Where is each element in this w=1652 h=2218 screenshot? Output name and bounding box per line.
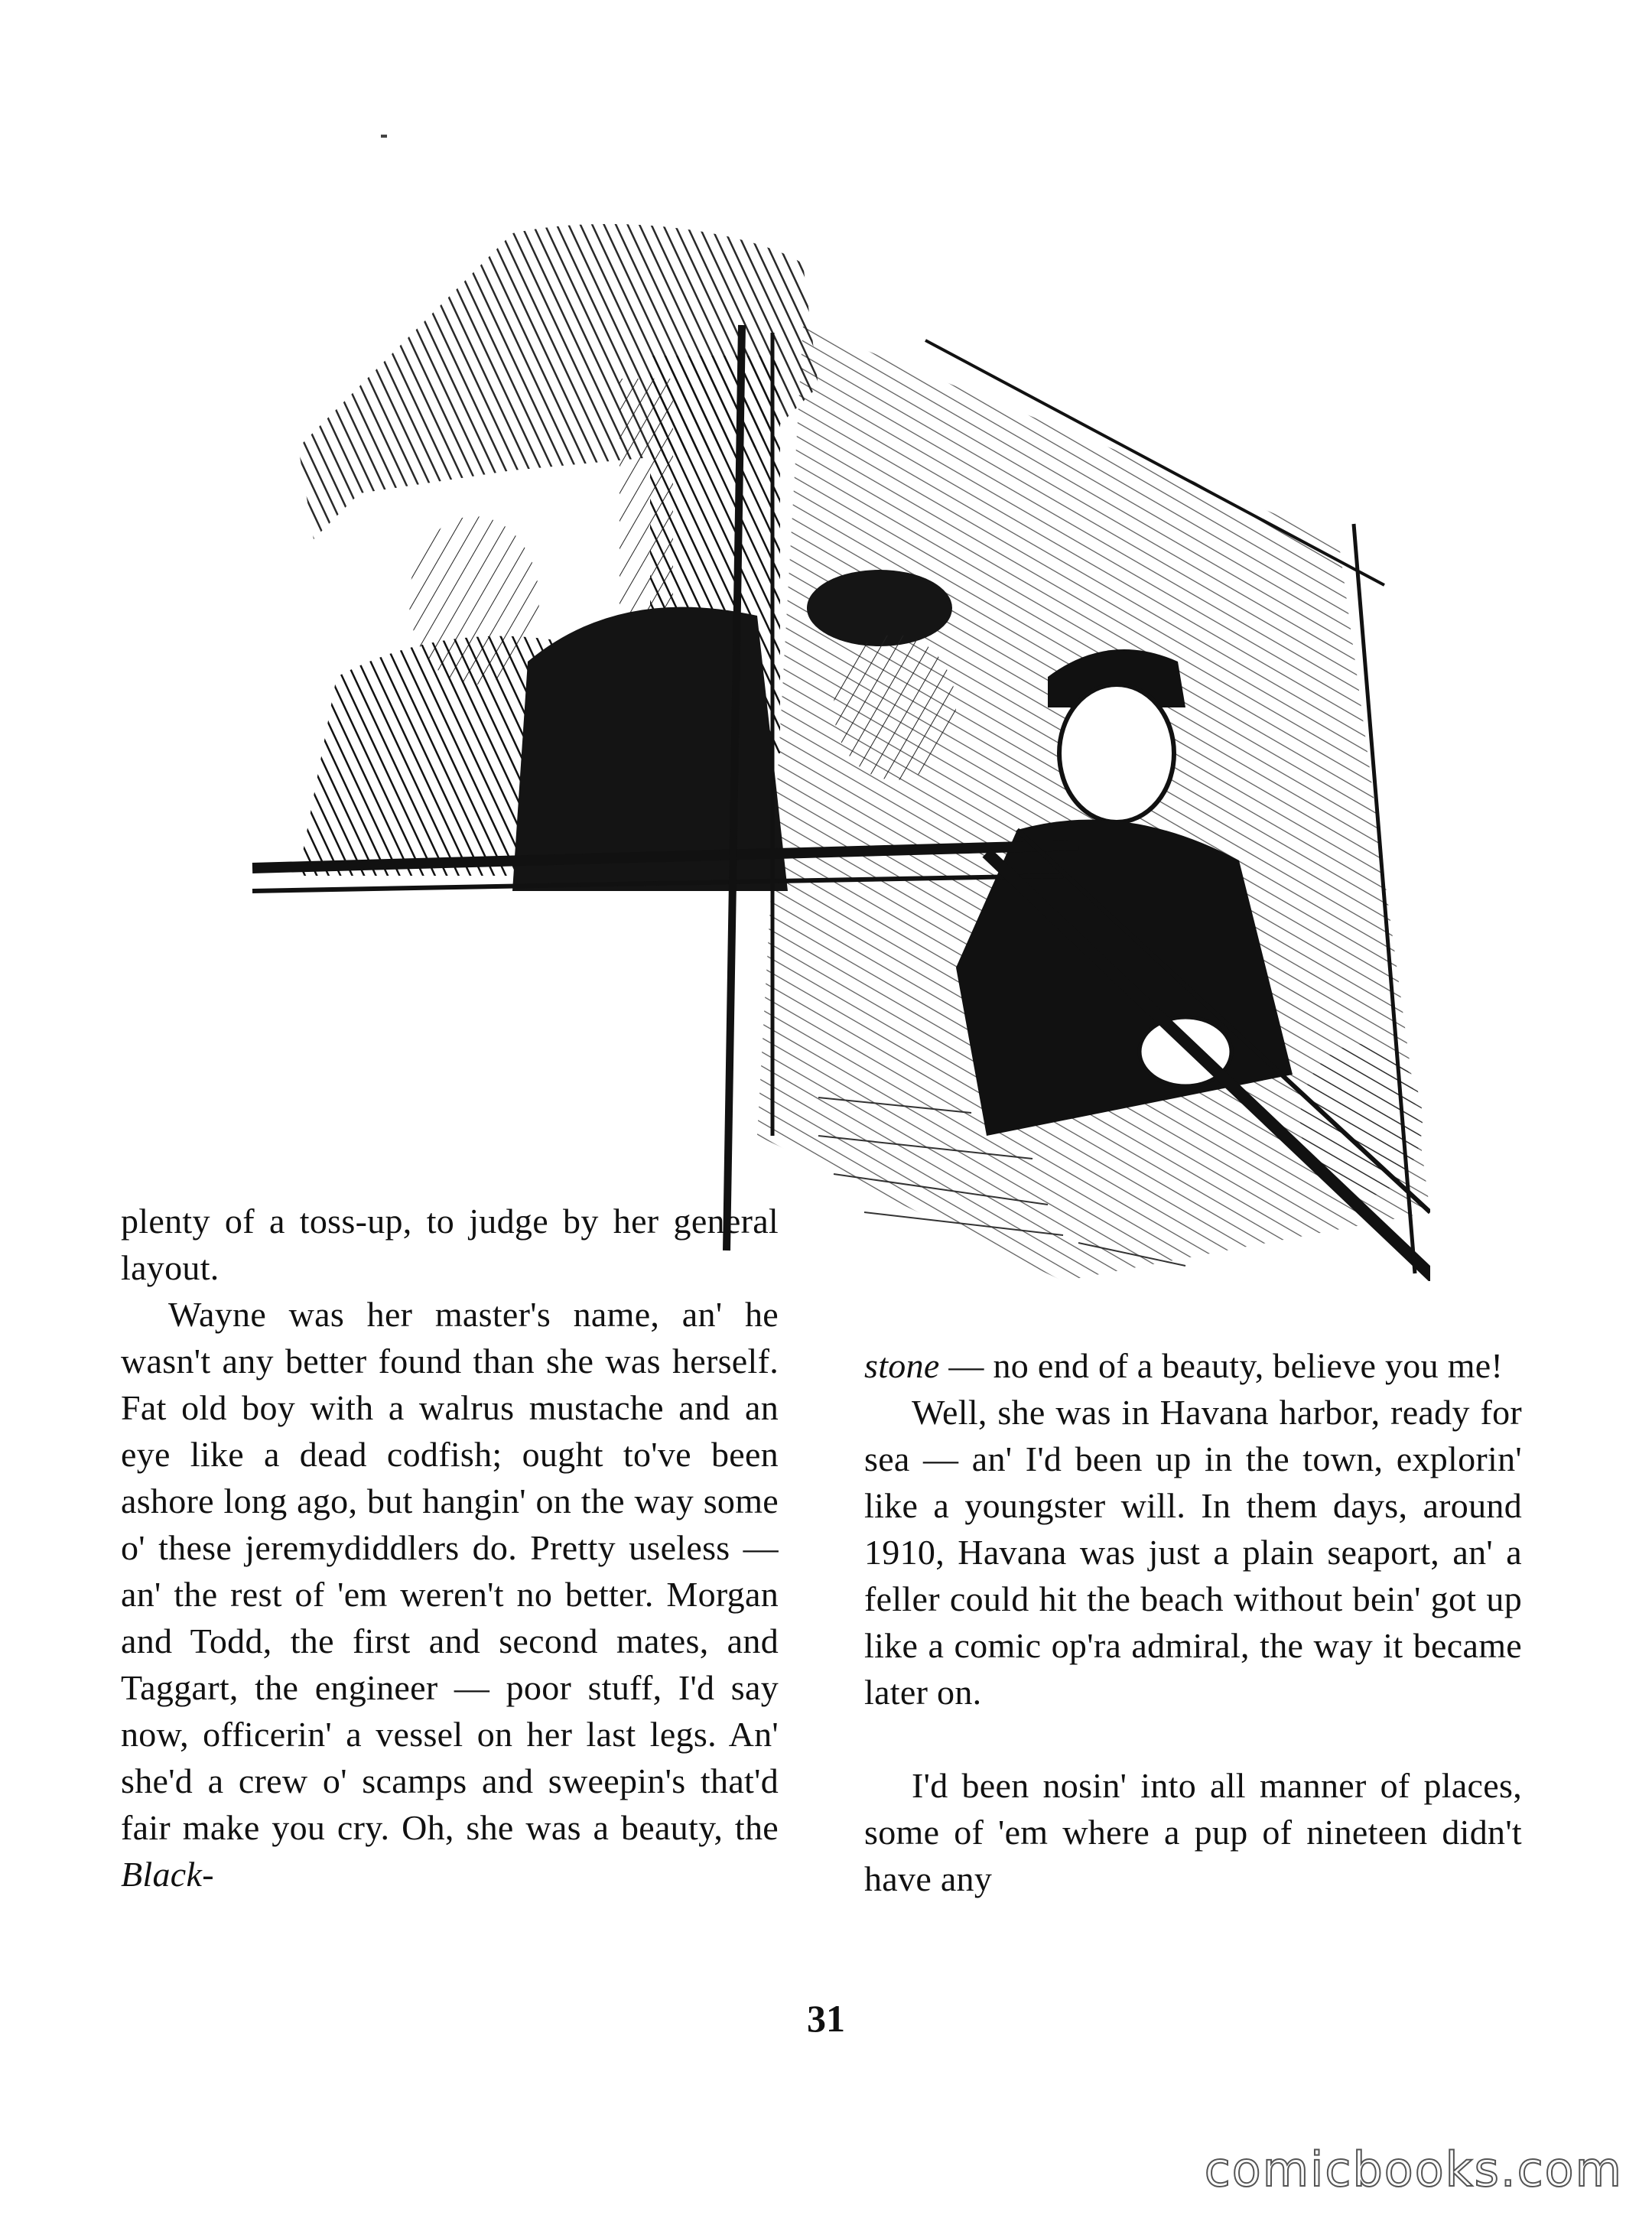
left-text-column (121, 1198, 779, 1898)
right-text-column (864, 1342, 1522, 1902)
italic-ship-name: stone (864, 1346, 940, 1385)
page-number: 31 (807, 1997, 845, 2040)
stray-mark (381, 135, 387, 138)
paragraph-text: Wayne was her master's name, an' he wasn't any better found than she was herself. Fat old boy with a walrus mustache and an eye like a dead codfish; ought to've been ashore long ago, but hangin' on the way some o' these jeremydiddlers do. Pretty useless — an' the rest of 'em weren't no better. Morgan and Todd, the first and second mates, and Taggart, the engineer — poor stuff, I'd say now, officerin' a vessel on her last legs. An' she'd a crew o' scamps and sweepin's that'd fair make you cry. Oh, she was a beauty, the (121, 1295, 779, 1847)
italic-ship-name: Black- (121, 1855, 214, 1894)
sailors-on-ship-deck-illustration (222, 218, 1430, 1281)
paragraph: plenty of a toss-up, to judge by her general layout. (121, 1202, 779, 1287)
paragraph (121, 1291, 779, 1898)
paragraph: Well, she was in Havana harbor, ready for sea — an' I'd been up in the town, explorin' like a youngster will. In them days, around 1910, Havana was just a plain seaport, an' a feller could hit the beach without bein' got up like a comic op'ra admiral, the way it became later on. (864, 1393, 1522, 1712)
paragraph-gap (864, 1716, 1522, 1762)
paragraph: I'd been nosin' into all manner of places, some of 'em where a pup of nineteen didn't have any (864, 1766, 1522, 1898)
watermark: comicbooks.com (1204, 2142, 1623, 2197)
paragraph (864, 1342, 1522, 1389)
paragraph-text: — no end of a beauty, believe you me! (939, 1346, 1504, 1385)
